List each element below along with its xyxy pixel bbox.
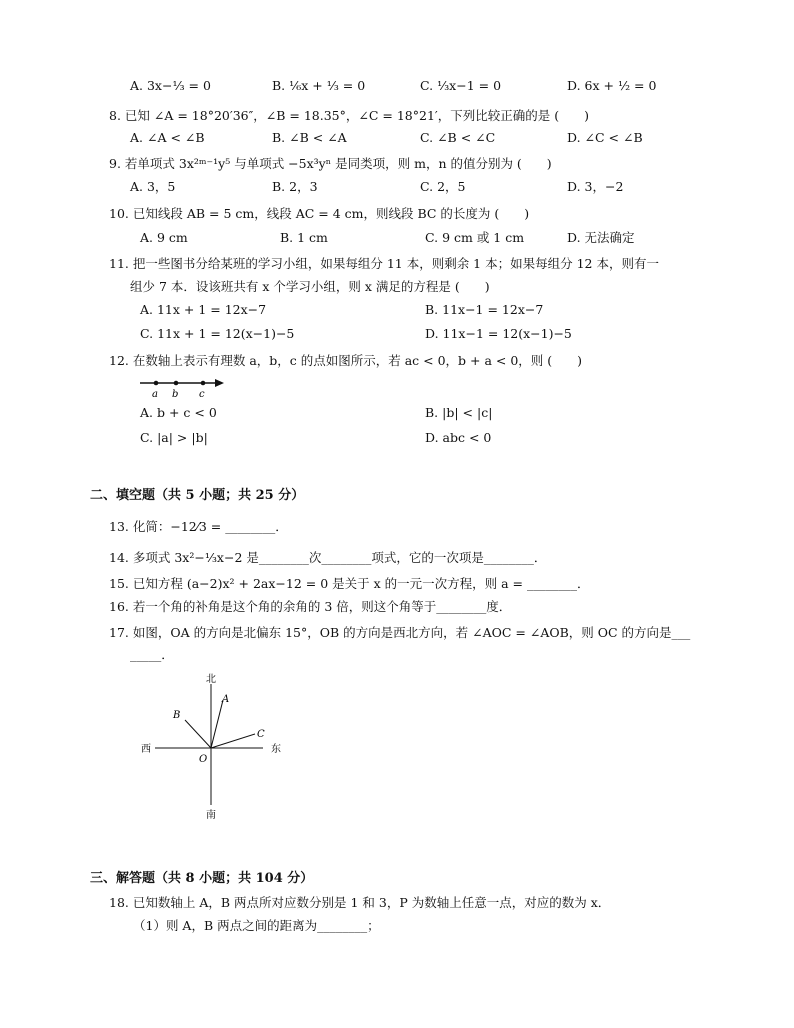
q16: 16. 若一个角的补角是这个角的余角的 3 倍，则这个角等于________度．: [109, 599, 512, 614]
q11-option-b: B. 11x−1 = 12x−7: [425, 302, 544, 317]
q13: 13. 化简：−12⁄3 = ________．: [109, 519, 288, 534]
q12-option-d: D. abc < 0: [425, 430, 492, 445]
q9-option-d: D. 3，−2: [567, 179, 624, 194]
east-label: 东: [271, 744, 281, 755]
point-b: [174, 381, 179, 386]
west-label: 西: [141, 744, 151, 755]
q17-line2: _____．: [130, 647, 174, 662]
q9-option-b: B. 2，3: [272, 179, 318, 194]
q9-option-c: C. 2，5: [420, 179, 466, 194]
south-label: 南: [206, 810, 216, 821]
q11-option-c: C. 11x + 1 = 12(x−1)−5: [140, 326, 295, 341]
q11-option-a: A. 11x + 1 = 12x−7: [140, 302, 267, 317]
q11-stem-line2: 组少 7 本．设该班共有 x 个学习小组，则 x 满足的方程是 ( ): [130, 279, 490, 294]
q10-stem: 10. 已知线段 AB = 5 cm，线段 AC = 4 cm，则线段 BC 的长度为 ( ): [109, 206, 530, 221]
q15: 15. 已知方程 (a−2)x² + 2ax−12 = 0 是关于 x 的一元一次方程，则 a = ________．: [109, 576, 590, 591]
q18: 18. 已知数轴上 A，B 两点所对应数分别是 1 和 3，P 为数轴上任意一点，对应的数为 x．: [109, 895, 611, 910]
label-b: b: [172, 389, 179, 400]
q9-option-a: A. 3，5: [130, 179, 176, 194]
ray-oc: [211, 734, 255, 748]
q9-stem: 9. 若单项式 3x²ᵐ⁻¹y⁵ 与单项式 −5x³yⁿ 是同类项，则 m，n 的值分别为 ( ): [109, 156, 552, 171]
origin-label: O: [199, 754, 208, 765]
q18-part1: （1）则 A，B 两点之间的距离为________；: [133, 918, 380, 933]
q12-option-c: C. |a| > |b|: [140, 430, 208, 445]
label-c: c: [199, 389, 205, 400]
q7-option-a: A. 3x−⅓ = 0: [130, 78, 211, 93]
q11-stem-line1: 11. 把一些图书分给某班的学习小组，如果每组分 11 本，则剩余 1 本；如果每组分 12 本，则有一: [109, 256, 659, 271]
label-a: a: [152, 389, 158, 400]
q7-option-b: B. ⅙x + ⅓ = 0: [272, 78, 366, 93]
ray-oa: [211, 700, 223, 748]
q10-option-b: B. 1 cm: [280, 230, 328, 245]
compass-diagram: [135, 670, 305, 825]
q8-option-d: D. ∠C < ∠B: [567, 130, 643, 145]
ray-a-label: A: [222, 694, 230, 705]
q8-stem: 8. 已知 ∠A = 18°20′36″，∠B = 18.35°，∠C = 18°21′，下列比较正确的是 ( ): [109, 108, 589, 123]
section3-title: 三、解答题（共 8 小题；共 104 分）: [90, 871, 314, 886]
q17-line1: 17. 如图，OA 的方向是北偏东 15°，OB 的方向是西北方向，若 ∠AOC = ∠AOB，则 OC 的方向是___: [109, 625, 691, 640]
point-a: [154, 381, 159, 386]
point-c: [201, 381, 206, 386]
q8-option-c: C. ∠B < ∠C: [420, 130, 496, 145]
ray-c-label: C: [257, 729, 265, 740]
section2-title: 二、填空题（共 5 小题；共 25 分）: [90, 488, 305, 503]
q10-option-c: C. 9 cm 或 1 cm: [425, 230, 525, 245]
ray-ob: [185, 720, 211, 748]
ray-b-label: B: [173, 710, 181, 721]
q12-stem: 12. 在数轴上表示有理数 a，b，c 的点如图所示，若 ac < 0，b + a < 0，则 ( ): [109, 353, 583, 368]
q10-option-d: D. 无法确定: [567, 230, 635, 245]
number-line-arrow-icon: [215, 379, 224, 387]
q11-option-d: D. 11x−1 = 12(x−1)−5: [425, 326, 572, 341]
q10-option-a: A. 9 cm: [140, 230, 188, 245]
q14: 14. 多项式 3x²−⅓x−2 是________次________项式，它的一次项是________．: [109, 550, 547, 565]
q12-number-line: [138, 374, 238, 400]
q12-option-b: B. |b| < |c|: [425, 405, 493, 420]
north-label: 北: [206, 674, 216, 685]
q7-option-c: C. ⅓x−1 = 0: [420, 78, 502, 93]
q8-option-b: B. ∠B < ∠A: [272, 130, 347, 145]
q8-option-a: A. ∠A < ∠B: [130, 130, 205, 145]
q12-option-a: A. b + c < 0: [140, 405, 217, 420]
q7-option-d: D. 6x + ½ = 0: [567, 78, 657, 93]
